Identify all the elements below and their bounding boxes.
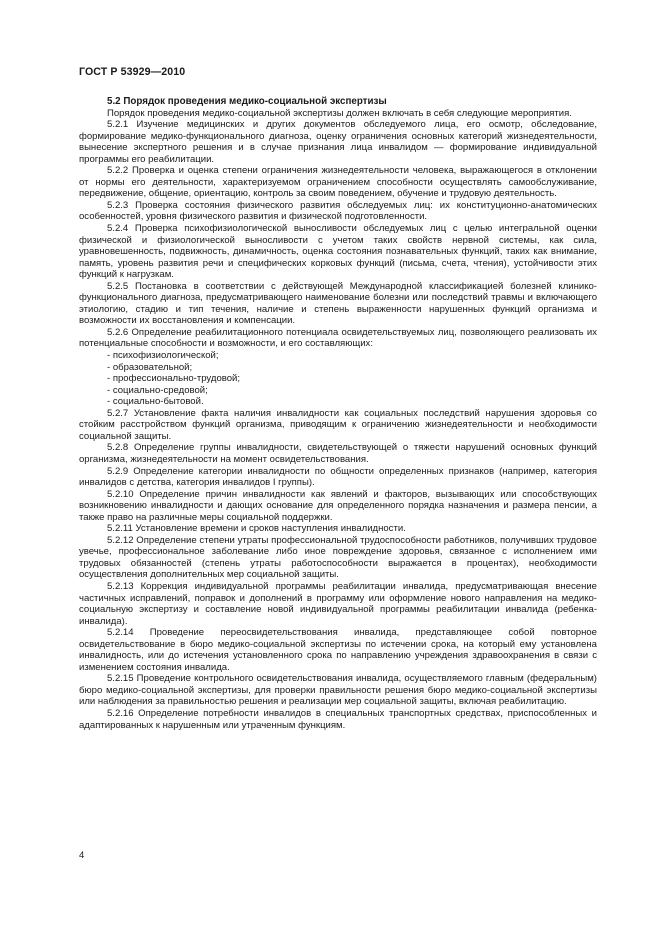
clause-5-2-9: 5.2.9 Определение категории инвалидности по общности определенных признаков (например, категория инвалидов с детства, категория инвалидов I группы). — [79, 465, 597, 489]
list-item: - психофизиологической; — [107, 350, 219, 362]
intro-paragraph: Порядок проведения медико-социальной экспертизы должен включать в себя следующие мероприятия. — [107, 107, 572, 119]
clause-5-2-6: 5.2.6 Определение реабилитационного потенциала освидетельствуемых лиц, позволяющего реализовать их потенциальные способности и возможности, и его составляющих: — [79, 326, 597, 350]
clause-5-2-5: 5.2.5 Постановка в соответствии с действующей Международной классификацией болезней клинико-функционального диагноза, предусматривающего наименование болезни или последствий травмы и включающего этиологию, стадию и тип течения, наличие и степень выраженности нарушенных функций организма и возможности их восстановления и компенсации. — [79, 280, 597, 327]
list-item: - социально-бытовой. — [107, 396, 204, 408]
clause-5-2-14: 5.2.14 Проведение переосвидетельствования инвалида, представляющее собой повторное освидетельствование в бюро медико-социальной экспертизы по истечении срока, на который ему установлена инвалидность, или до истечения установленного срока по направлению учреждения здравоохранения в связи с изменением состояния инвалида. — [79, 627, 597, 673]
list-item: - профессионально-трудовой; — [107, 373, 241, 385]
section-title: 5.2 Порядок проведения медико-социальной экспертизы — [107, 96, 387, 107]
clause-5-2-12: 5.2.12 Определение степени утраты профессиональной трудоспособности работников, получивших трудовое увечье, профессиональное заболевание либо иное повреждение здоровья, связанное с исполнением ими трудовых обязанностей (степень утраты работоспособности выражается в процентах), необходимости осуществления дополнительных мер социальной защиты. — [79, 534, 597, 581]
clause-5-2-10: 5.2.10 Определение причин инвалидности как явлений и факторов, вызывающих или способствующих возникновению инвалидности и дающих основание для определенного порядка назначения и размера пенсии, а также право на различные меры социальной поддержки. — [79, 488, 597, 523]
clause-5-2-11: 5.2.11 Установление времени и сроков наступления инвалидности. — [107, 523, 406, 535]
clause-5-2-4: 5.2.4 Проверка психофизиологической выносливости обследуемых лиц с целью интегральной оценки физической и физиологической выносливости с учетом таких свойств нервной системы, как сила, уравновешенность, подвижность, динамичность, оценка состояния познавательных функций, таких как внимание, память, уровень развития речи и специфических корковых функций (письма, счета, чтения), устойчивости этих функций к нагрузкам. — [79, 223, 597, 281]
document-body — [79, 96, 597, 731]
list-item: - социально-средовой; — [107, 384, 208, 396]
clause-5-2-2: 5.2.2 Проверка и оценка степени ограничения жизнедеятельности человека, выражающегося в отклонении от нормы его деятельности, характеризуемом ограничением способности осуществлять самообслуживание, передвижение, общение, ориентацию, контроль за своим поведением, обучение и трудовую деятельность. — [79, 165, 597, 200]
clause-5-2-13: 5.2.13 Коррекция индивидуальной программы реабилитации инвалида, предусматривающая внесение частичных исправлений, поправок и дополнений в программу или оформление нового направления на медико-социальную экспертизу и составление новой индивидуальной программы реабилитации инвалида (ребенка-инвалида). — [79, 580, 597, 627]
document-header: ГОСТ Р 53929—2010 — [79, 66, 186, 78]
clause-5-2-8: 5.2.8 Определение группы инвалидности, свидетельствующей о тяжести нарушений основных функций организма, жизнедеятельности на момент освидетельствования. — [79, 442, 597, 465]
clause-5-2-1: 5.2.1 Изучение медицинских и других документов обследуемого лица, его осмотр, обследование, формирование медико-функционального диагноза, оценку ограничения основных категорий жизнедеятельности, вынесение экспертного решения и в случае признания лица инвалидом — формирование индивидуальной программы его реабилитации. — [79, 119, 597, 165]
list-item: - образовательной; — [107, 361, 193, 373]
clause-5-2-3: 5.2.3 Проверка состояния физического развития обследуемых лиц: их конституционно-анатомических особенностей, уровня физического развития и физической подготовленности. — [79, 199, 597, 223]
clause-5-2-7: 5.2.7 Установление факта наличия инвалидности как социальных последствий нарушения здоровья со стойким расстройством функций организма, приводящим к ограничению жизнедеятельности и необходимости социальной защиты. — [79, 407, 597, 442]
clause-5-2-16: 5.2.16 Определение потребности инвалидов в специальных транспортных средствах, приспособленных и адаптированных к нарушенным или утраченным функциям. — [79, 707, 597, 731]
clause-5-2-15: 5.2.15 Проведение контрольного освидетельствования инвалида, осуществляемого главным (федеральным) бюро медико-социальной экспертизы, для проверки правильности решения бюро медико-социальной экспертизы или наблюдения за правильностью решения и реализации мер социальной защиты, включая реабилитацию. — [79, 673, 597, 708]
page-number: 4 — [79, 850, 85, 861]
